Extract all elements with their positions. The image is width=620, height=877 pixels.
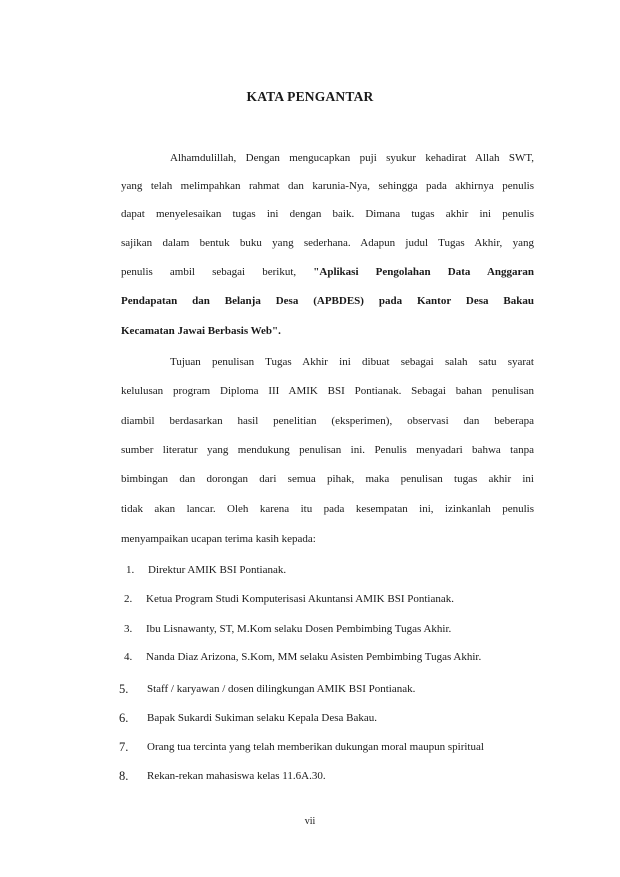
- paragraph-line: tidak akan lancar. Oleh karena itu pada kesempatan ini, izinkanlah penulis: [121, 503, 534, 515]
- list-number: 3.: [124, 623, 133, 635]
- paragraph-line: yang telah melimpahkan rahmat dan karunia-Nya, sehingga pada akhirnya penulis: [121, 180, 534, 192]
- thesis-title-line: Pendapatan dan Belanja Desa (APBDES) pada Kantor Desa Bakau: [121, 295, 534, 307]
- list-number: 2.: [124, 593, 133, 605]
- paragraph-line-mixed: [121, 265, 534, 279]
- thesis-title-line: Kecamatan Jawai Berbasis Web".: [121, 325, 281, 337]
- paragraph-line: sajikan dalam bentuk buku yang sederhana. Adapun judul Tugas Akhir, yang: [121, 237, 534, 249]
- list-number: 7.: [119, 740, 129, 754]
- list-text: Ketua Program Studi Komputerisasi Akuntansi AMIK BSI Pontianak.: [146, 593, 454, 605]
- paragraph-text: penulis ambil sebagai berikut,: [121, 266, 297, 278]
- paragraph-line: sumber literatur yang mendukung penulisan ini. Penulis menyadari bahwa tanpa: [121, 444, 534, 456]
- list-text: Orang tua tercinta yang telah memberikan dukungan moral maupun spiritual: [147, 741, 484, 753]
- paragraph-line: Alhamdulillah, Dengan mengucapkan puji syukur kehadirat Allah SWT,: [170, 152, 534, 164]
- list-text: Ibu Lisnawanty, ST, M.Kom selaku Dosen Pembimbing Tugas Akhir.: [146, 623, 452, 635]
- list-number: 4.: [124, 651, 133, 663]
- paragraph-line: Tujuan penulisan Tugas Akhir ini dibuat sebagai salah satu syarat: [170, 356, 534, 368]
- list-number: 1.: [126, 564, 135, 576]
- list-text: Nanda Diaz Arizona, S.Kom, MM selaku Asisten Pembimbing Tugas Akhir.: [146, 651, 482, 663]
- page-number: vii: [304, 816, 316, 827]
- list-text: Rekan-rekan mahasiswa kelas 11.6A.30.: [147, 770, 326, 782]
- paragraph-line: kelulusan program Diploma III AMIK BSI Pontianak. Sebagai bahan penulisan: [121, 385, 534, 397]
- list-number: 8.: [119, 769, 129, 783]
- paragraph-line: dapat menyelesaikan tugas ini dengan baik. Dimana tugas akhir ini penulis: [121, 208, 534, 220]
- list-number: 5.: [119, 682, 129, 696]
- paragraph-line: diambil berdasarkan hasil penelitian (eksperimen), observasi dan beberapa: [121, 415, 534, 427]
- page-title: KATA PENGANTAR: [246, 89, 374, 104]
- paragraph-line: menyampaikan ucapan terima kasih kepada:: [121, 533, 316, 545]
- thesis-title-part: "Aplikasi Pengolahan Data Anggaran: [313, 266, 535, 278]
- list-text: Staff / karyawan / dosen dilingkungan AMIK BSI Pontianak.: [147, 683, 416, 695]
- list-text: Direktur AMIK BSI Pontianak.: [148, 564, 287, 576]
- list-text: Bapak Sukardi Sukiman selaku Kepala Desa Bakau.: [147, 712, 378, 724]
- list-number: 6.: [119, 711, 129, 725]
- paragraph-line: bimbingan dan dorongan dari semua pihak, maka penulisan tugas akhir ini: [121, 473, 534, 485]
